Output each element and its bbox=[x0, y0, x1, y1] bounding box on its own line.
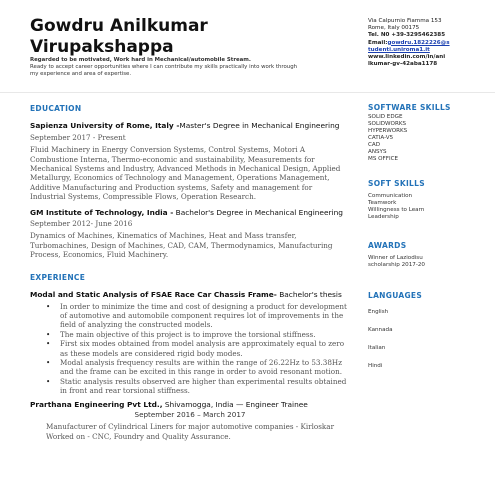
address-line-1: Via Calpurnio Fiamma 153 bbox=[368, 18, 442, 24]
education-date: September 2012- June 2016 bbox=[30, 219, 133, 229]
email-row bbox=[368, 40, 490, 47]
name-line-2: Virupakshappa bbox=[30, 37, 174, 57]
tagline-line-1: Regarded to be motivated, Work hard in Mechanical/automobile Stream. bbox=[30, 57, 251, 63]
education-date: September 2017 - Present bbox=[30, 132, 126, 142]
skill-item: SOLID EDGE bbox=[368, 114, 403, 120]
language-item: Hindi bbox=[368, 363, 383, 369]
email-link-part-1[interactable]: gowdru.1822226@s bbox=[387, 39, 450, 46]
languages-heading: LANGUAGES bbox=[368, 291, 423, 300]
award-item: scholarship 2017-20 bbox=[368, 262, 425, 268]
soft-skill-item: Willingness to Learn bbox=[368, 207, 425, 213]
school-name: GM Institute of Technology, India - bbox=[30, 207, 174, 217]
header-divider bbox=[0, 92, 495, 93]
email-link-part-2[interactable]: tudenti.uniroma1.it bbox=[368, 46, 430, 53]
soft-skill-item: Leadership bbox=[368, 214, 399, 220]
address-line-2: Rome, Italy 00175 bbox=[368, 25, 420, 32]
degree-name: Bachelor's Degree in Mechanical Engineering bbox=[173, 207, 343, 217]
soft-skills-heading: SOFT SKILLS bbox=[368, 179, 425, 188]
project-name: Modal and Static Analysis of FSAE Race Car Chassis Frame- bbox=[30, 290, 277, 300]
education-description: Fluid Machinery in Energy Conversion Systems, Control Systems, Motori A Combustione Interna, Thermo-economic and sustainability, Measurements for Mechanical Systems and Industry, Advanced Methods in Mechanical Design, Applied Metallurgy, Economics of Technology and Management, Operations Management, Additive Manufacturing and Production systems, Safety and management for Industrial Systems, Compressible Flows, Operation Research. bbox=[30, 145, 341, 202]
education-entry bbox=[30, 208, 350, 260]
software-skills-section bbox=[368, 104, 490, 163]
job-date: September 2016 – March 2017 bbox=[134, 409, 246, 419]
skill-item: CATIA-V5 bbox=[368, 135, 394, 141]
education-entry bbox=[30, 121, 350, 201]
bullet-item: • Modal analysis frequency results are within the range of 26.22Hz to 53.38Hz and the frame can be excited in this range in order to avoid resonant motion. bbox=[38, 358, 350, 377]
email-label: Email: bbox=[368, 39, 388, 46]
languages-list bbox=[368, 309, 490, 370]
awards-section bbox=[368, 242, 490, 269]
linkedin-url-line-2[interactable]: lkumar-gv-42aba1178 bbox=[368, 61, 438, 68]
project-title bbox=[30, 290, 350, 299]
project-bullets bbox=[38, 302, 350, 396]
soft-skill-item: Teamwork bbox=[368, 200, 397, 206]
education-entry-title bbox=[30, 208, 350, 217]
tagline-line-3: my experience and area of expertise. bbox=[30, 71, 132, 77]
contact-block bbox=[368, 18, 490, 68]
candidate-name bbox=[30, 16, 350, 58]
bullet-item: • Static analysis results observed are higher than experimental results obtained in front and rear torsional stiffness. bbox=[38, 377, 350, 396]
skill-item: ANSYS bbox=[368, 149, 387, 155]
name-line-1: Gowdru Anilkumar bbox=[30, 16, 208, 36]
tagline-line-2: Ready to accept career opportunities where I can contribute my skills practically into work through bbox=[30, 64, 298, 70]
skill-item: SOLIDWORKS bbox=[368, 121, 407, 127]
skill-item: MS OFFICE bbox=[368, 156, 399, 162]
skill-item: CAD bbox=[368, 142, 381, 148]
tagline bbox=[30, 57, 350, 78]
software-skills-heading: SOFTWARE SKILLS bbox=[368, 103, 451, 112]
awards-heading: AWARDS bbox=[368, 241, 407, 250]
school-name: Sapienza University of Rome, Italy - bbox=[30, 121, 180, 131]
education-entry-title bbox=[30, 121, 350, 130]
language-item: English bbox=[368, 309, 389, 315]
project-entry bbox=[30, 290, 350, 395]
company-name: Prarthana Engineering Pvt Ltd., bbox=[30, 399, 163, 409]
education-description: Dynamics of Machines, Kinematics of Machines, Heat and Mass transfer, Turbomachines, Design of Machines, CAD, CAM, Thermodynamics, Manufacturing Process, Economics, Fluid Machinery. bbox=[30, 231, 333, 260]
main-column bbox=[30, 104, 350, 441]
linkedin-url-line-1[interactable]: www.linkedin.com/in/ani bbox=[368, 54, 446, 61]
soft-skill-item: Communication bbox=[368, 193, 413, 199]
job-entry bbox=[30, 400, 350, 442]
language-item: Italian bbox=[368, 345, 386, 351]
phone-number: Tel. N0 +39-3295462385 bbox=[368, 32, 446, 39]
skill-item: HYPERWORKS bbox=[368, 128, 408, 134]
bullet-item: • In order to minimize the time and cost of designing a product for development of automotive and automobile component requires lot of improvements in the field of analyzing the constructed models. bbox=[38, 302, 350, 330]
project-type: Bachelor's thesis bbox=[276, 290, 342, 300]
award-item: Winner of Laziodisu bbox=[368, 255, 423, 261]
education-heading: EDUCATION bbox=[30, 104, 82, 113]
job-description: Manufacturer of Cylindrical Liners for major automotive companies - Kirloskar Worked on - CNC, Foundry and Quality Assurance. bbox=[46, 422, 335, 441]
bullet-item: • First six modes obtained from model analysis are approximately equal to zero as these models are considered rigid body modes. bbox=[38, 339, 350, 358]
soft-skills-section bbox=[368, 180, 490, 221]
job-title bbox=[30, 400, 350, 409]
experience-heading: EXPERIENCE bbox=[30, 272, 86, 282]
degree-name: Master's Degree in Mechanical Engineering bbox=[179, 121, 340, 131]
languages-section bbox=[368, 292, 490, 381]
job-location-role: Shivamogga, India — Engineer Trainee bbox=[162, 399, 308, 409]
language-item: Kannada bbox=[368, 327, 393, 333]
bullet-item: • The main objective of this project is to improve the torsional stiffness. bbox=[38, 330, 350, 339]
